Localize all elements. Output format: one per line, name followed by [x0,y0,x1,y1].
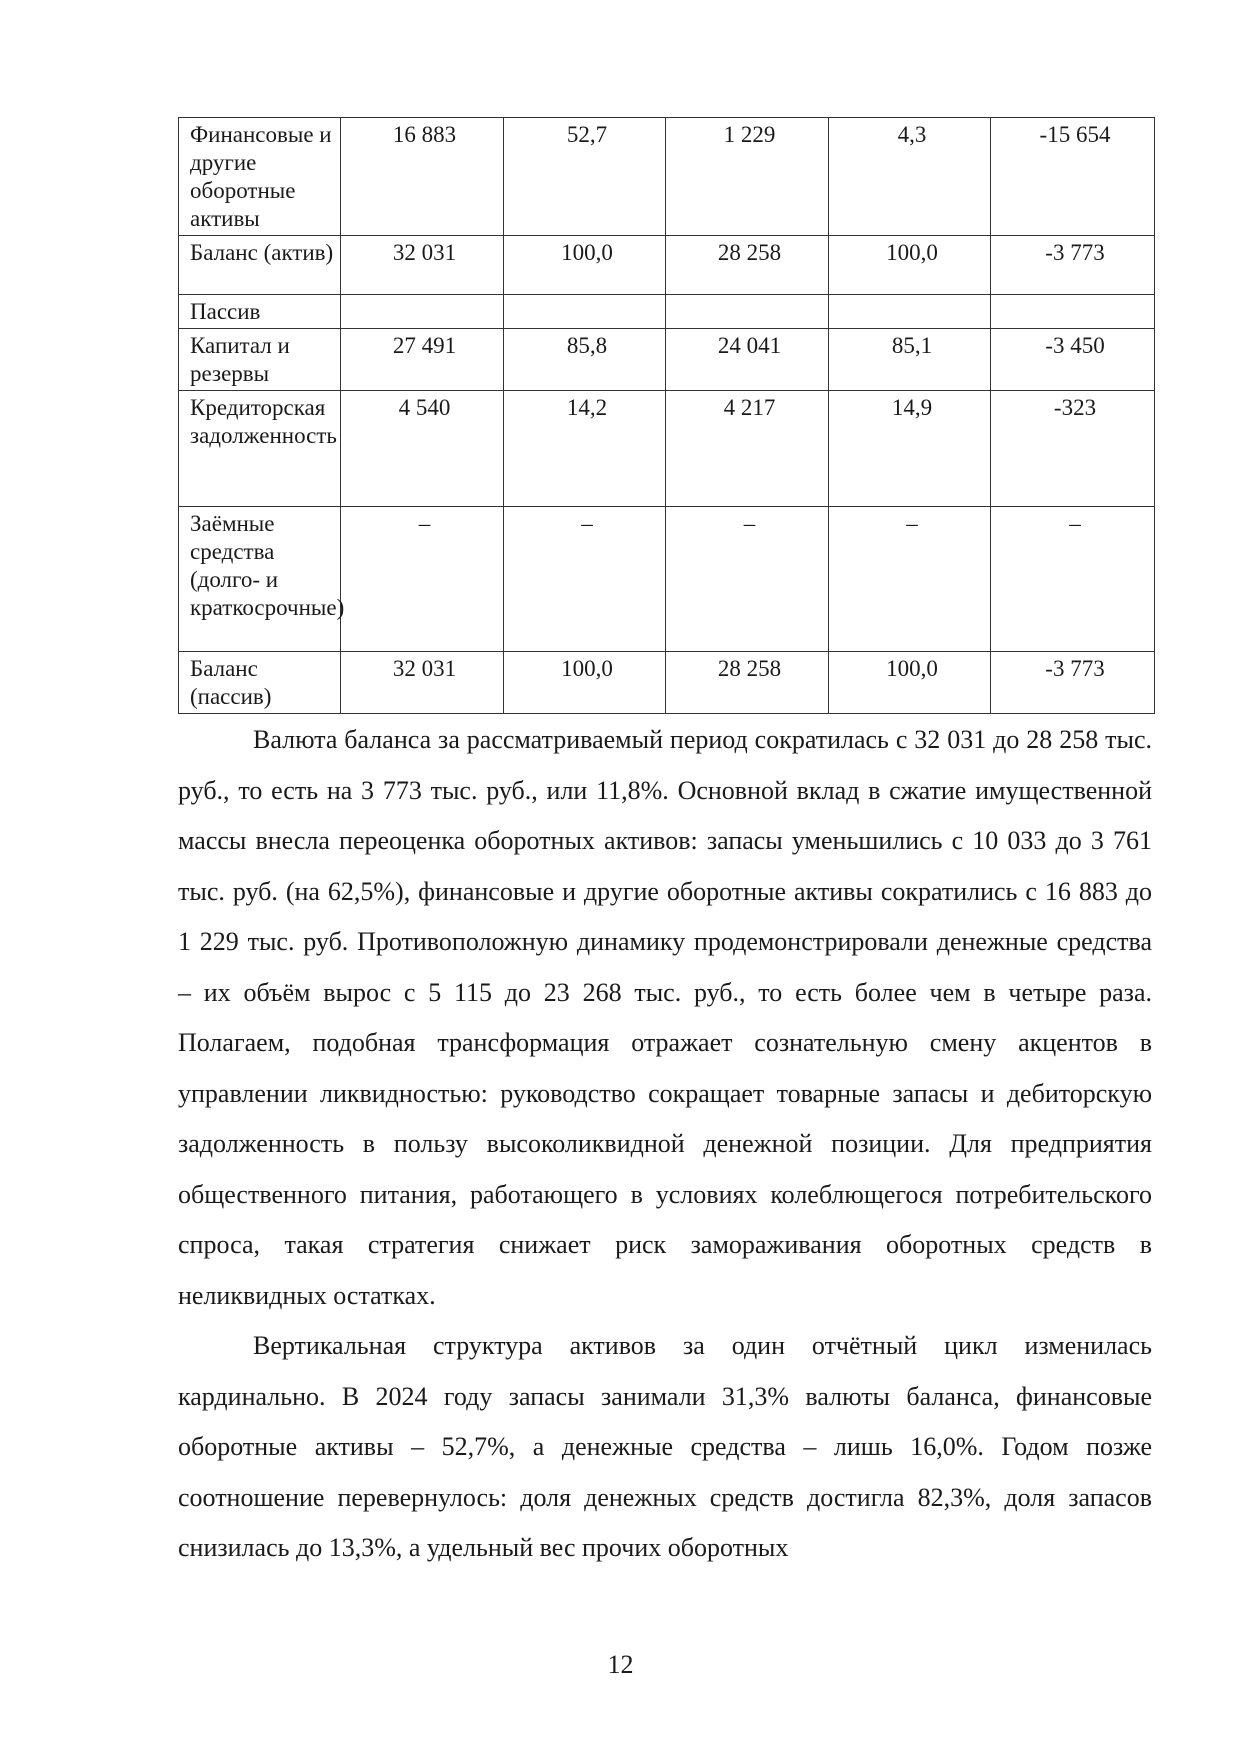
table-cell: 14,2 [504,391,666,507]
table-cell: 85,1 [829,329,991,391]
balance-table [178,117,1155,714]
row-label: Заёмные средства (долго- и краткосрочные) [179,507,341,652]
table-cell: 28 258 [666,236,829,295]
table-cell [829,295,991,329]
table-cell: -3 450 [991,329,1155,391]
table-cell: 16 883 [341,118,504,236]
table-cell: – [341,507,504,652]
table-cell: – [829,507,991,652]
table-row [179,329,1155,391]
paragraph: Вертикальная структура активов за один отчётный цикл изменилась кардинально. В 2024 году запасы занимали 31,3% валюты баланса, финансовые оборотные активы – 52,7%, а денежные средства – лишь 16,0%. Годом позже соотношение перевернулось: доля денежных средств достигла 82,3%, доля запасов снизилась до 13,3%, а удельный вес прочих оборотных [178,1331,1152,1562]
page-content [178,117,1152,1574]
table-cell: 4,3 [829,118,991,236]
table-cell: 27 491 [341,329,504,391]
paragraph: Валюта баланса за рассматриваемый период сократилась с 32 031 до 28 258 тыс. руб., то есть на 3 773 тыс. руб., или 11,8%. Основной вклад в сжатие имущественной массы внесла переоценка оборотных активов: запасы уменьшились с 10 033 до 3 761 тыс. руб. (на 62,5%), финансовые и другие оборотные активы сократились с 16 883 до 1 229 тыс. руб. Противоположную динамику продемонстрировали денежные средства – их объём вырос с 5 115 до 23 268 тыс. руб., то есть более чем в четыре раза. Полагаем, подобная трансформация отражает сознательную смену акцентов в управлении ликвидностью: руководство сокращает товарные запасы и дебиторскую задолженность в пользу высоколиквидной денежной позиции. Для предприятия общественного питания, работающего в условиях колеблющегося потребительского спроса, такая стратегия снижает риск замораживания оборотных средств в неликвидных остатках. [178,725,1152,1310]
row-label: Финансовые и другие оборотные активы [179,118,341,236]
page-number: 12 [607,1650,634,1679]
table-cell: – [666,507,829,652]
table-cell: 32 031 [341,652,504,714]
table-cell: 1 229 [666,118,829,236]
table-cell: – [504,507,666,652]
table-row [179,652,1155,714]
table-cell: -3 773 [991,652,1155,714]
table-cell [666,295,829,329]
table-cell: 100,0 [504,236,666,295]
table-cell: 100,0 [504,652,666,714]
table-cell [991,295,1155,329]
table-row [179,507,1155,652]
table-row [179,391,1155,507]
table-cell: 100,0 [829,652,991,714]
table-cell: 4 540 [341,391,504,507]
table-cell: -323 [991,391,1155,507]
row-label: Баланс (пассив) [179,652,341,714]
table-cell: 14,9 [829,391,991,507]
table-cell [341,295,504,329]
table-cell: -15 654 [991,118,1155,236]
table-cell: 52,7 [504,118,666,236]
table-cell: 4 217 [666,391,829,507]
table-row [179,295,1155,329]
table-row [179,118,1155,236]
row-label: Кредиторская задолженность [179,391,341,507]
table-row [179,236,1155,295]
table-cell: 100,0 [829,236,991,295]
table-cell: -3 773 [991,236,1155,295]
table-cell: 85,8 [504,329,666,391]
table-cell: 32 031 [341,236,504,295]
table-cell [504,295,666,329]
table-cell: – [991,507,1155,652]
row-label: Баланс (актив) [179,236,341,295]
table-cell: 28 258 [666,652,829,714]
row-label: Пассив [179,295,341,329]
table-cell: 24 041 [666,329,829,391]
row-label: Капитал и резервы [179,329,341,391]
